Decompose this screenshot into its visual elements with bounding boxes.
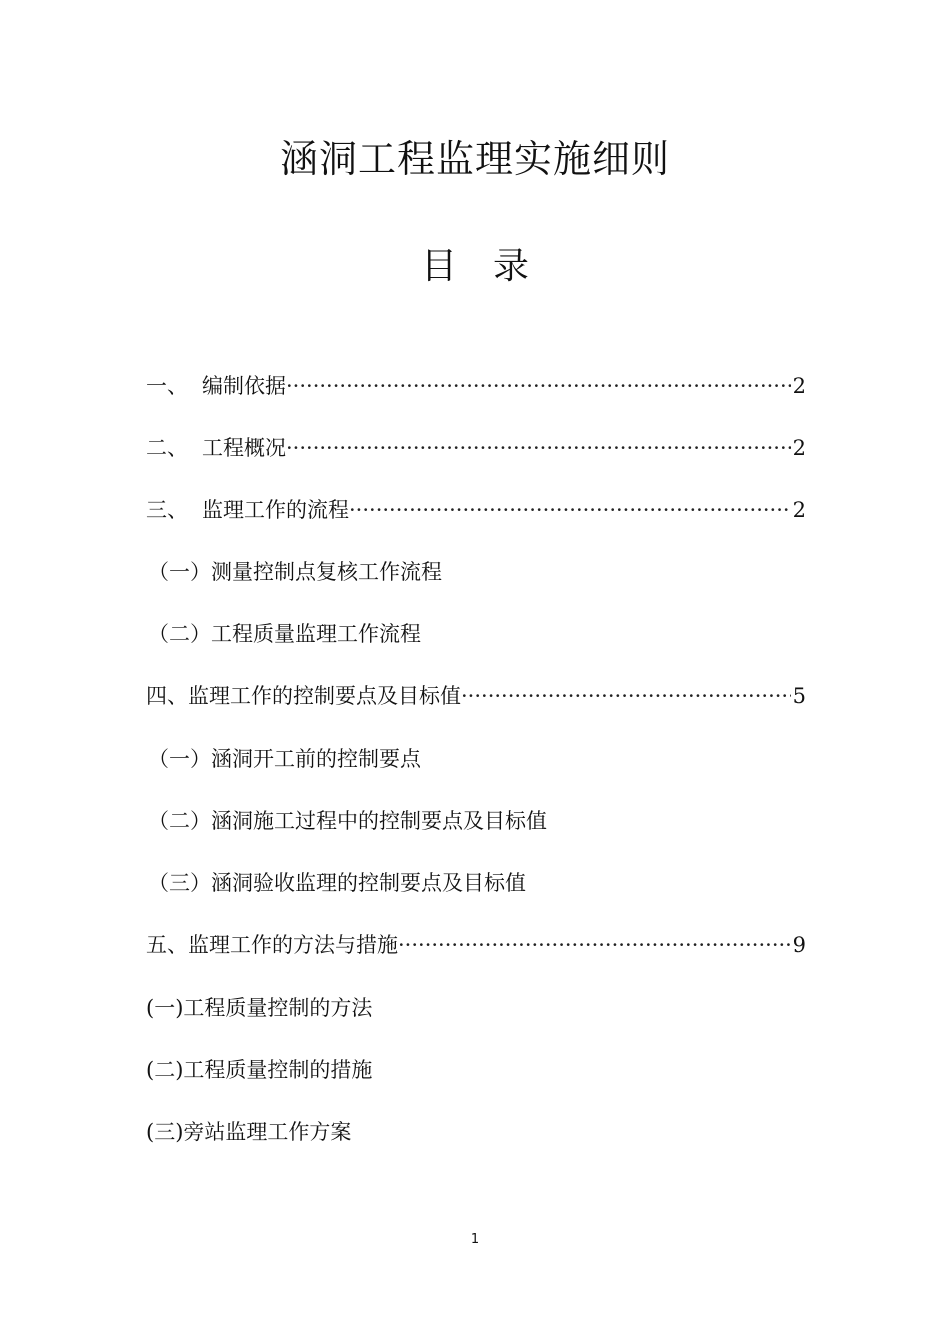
toc-entry-page: 2 — [792, 374, 806, 398]
toc-entry-11[interactable] — [146, 992, 806, 1032]
toc-entry-9[interactable] — [146, 867, 806, 907]
toc-entry-4[interactable] — [146, 556, 806, 596]
toc-entry-2[interactable] — [146, 432, 806, 472]
toc-dot-leader — [286, 374, 791, 398]
toc-entry-label: 工程质量控制的方法 — [183, 996, 373, 1020]
toc-entry-label: 监理工作的方法与措施 — [188, 933, 398, 957]
toc-entry-13[interactable] — [146, 1116, 806, 1156]
toc-entry-label: 监理工作的控制要点及目标值 — [188, 684, 461, 708]
toc-entry-label: 工程质量控制的措施 — [183, 1058, 373, 1082]
toc-entry-number: 五、 — [146, 933, 188, 957]
toc-entry-label: 涵洞开工前的控制要点 — [211, 747, 421, 771]
toc-entry-label: 涵洞施工过程中的控制要点及目标值 — [211, 809, 547, 833]
toc-entry-number: (一) — [146, 996, 184, 1020]
toc-entry-7[interactable] — [146, 743, 806, 783]
toc-entry-number: （三） — [148, 871, 211, 895]
toc-heading: 目 录 — [420, 246, 529, 287]
toc-entry-8[interactable] — [146, 805, 806, 845]
toc-entry-page: 9 — [792, 933, 806, 957]
toc-entry-10[interactable] — [146, 929, 806, 969]
toc-entry-number: (二) — [146, 1058, 184, 1082]
toc-entry-label: 测量控制点复核工作流程 — [211, 560, 442, 584]
toc-entry-6[interactable] — [146, 680, 806, 720]
toc-entry-number: （一） — [148, 747, 211, 771]
toc-entry-number: 一、 — [146, 374, 188, 398]
toc-entry-label: 工程质量监理工作流程 — [211, 622, 421, 646]
toc-entry-label: 监理工作的流程 — [202, 498, 349, 522]
toc-entry-number: （二） — [148, 622, 211, 646]
toc-entry-1[interactable] — [146, 370, 806, 410]
toc-entry-number: 二、 — [146, 436, 188, 460]
toc-entry-number: 四、 — [146, 684, 188, 708]
toc-entry-label: 工程概况 — [202, 436, 286, 460]
toc-entry-page: 5 — [792, 684, 806, 708]
toc-entry-number: (三) — [146, 1120, 184, 1144]
toc-dot-leader — [461, 684, 791, 708]
toc-entry-page: 2 — [792, 436, 806, 460]
toc-entry-page: 2 — [792, 498, 806, 522]
toc-entry-label: 编制依据 — [202, 374, 286, 398]
toc-dot-leader — [349, 498, 791, 522]
toc-entry-number: （二） — [148, 809, 211, 833]
toc-entry-number: 三、 — [146, 498, 188, 522]
toc-entry-label: 旁站监理工作方案 — [183, 1120, 352, 1144]
toc-dot-leader — [398, 933, 791, 957]
toc-entry-number: （一） — [148, 560, 211, 584]
toc-entry-3[interactable] — [146, 494, 806, 534]
document-title: 涵洞工程监理实施细则 — [279, 137, 670, 181]
toc-entry-5[interactable] — [146, 618, 806, 658]
toc-entry-label: 涵洞验收监理的控制要点及目标值 — [211, 871, 526, 895]
toc-entry-12[interactable] — [146, 1054, 806, 1094]
toc-dot-leader — [286, 436, 791, 460]
page-number: 1 — [470, 1232, 480, 1247]
